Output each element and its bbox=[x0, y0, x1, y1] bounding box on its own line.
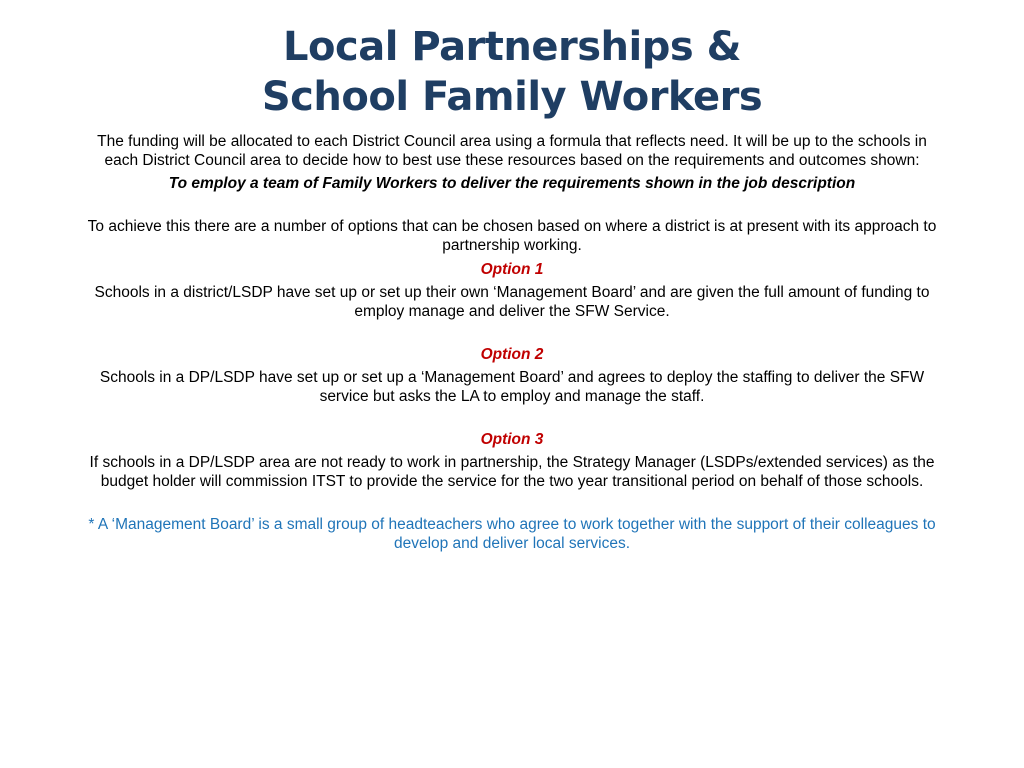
title-line-2: School Family Workers bbox=[261, 74, 763, 120]
spacer bbox=[80, 491, 944, 515]
spacer bbox=[80, 321, 944, 345]
intro-paragraph: The funding will be allocated to each District Council area using a formula that reflects need. It will be up to the schools in each District Council area to decide how to best use these resources based on the requirements and outcomes shown: bbox=[97, 133, 927, 169]
option-label: Option 2 bbox=[480, 346, 544, 363]
emphasis-line: To employ a team of Family Workers to deliver the requirements shown in the job description bbox=[168, 175, 856, 192]
option-text: If schools in a DP/LSDP area are not ready to work in partnership, the Strategy Manager (LSDPs/extended services) as the budget holder will commission ITST to provide the service for the two year transitional period on behalf of those schools. bbox=[89, 454, 935, 490]
management-board-footnote: * A ‘Management Board’ is a small group of headteachers who agree to work together with the support of their colleagues to develop and deliver local services. bbox=[88, 516, 936, 552]
title-line-1: Local Partnerships & bbox=[283, 24, 741, 70]
option-block-3 bbox=[80, 430, 944, 491]
option-text: Schools in a DP/LSDP have set up or set up a ‘Management Board’ and agrees to deploy the staffing to deliver the SFW service but asks the LA to employ and manage the staff. bbox=[99, 369, 925, 405]
option-label: Option 3 bbox=[480, 431, 544, 448]
option-label: Option 1 bbox=[480, 261, 544, 278]
spacer bbox=[80, 406, 944, 430]
options-intro-paragraph: To achieve this there are a number of options that can be chosen based on where a district is at present with its approach to partnership working. bbox=[87, 218, 937, 254]
spacer bbox=[80, 193, 944, 217]
option-block-1 bbox=[80, 260, 944, 321]
slide-title bbox=[80, 22, 944, 122]
slide-body bbox=[80, 132, 944, 553]
option-text: Schools in a district/LSDP have set up or set up their own ‘Management Board’ and are given the full amount of funding to employ manage and deliver the SFW Service. bbox=[94, 284, 930, 320]
option-block-2 bbox=[80, 345, 944, 406]
